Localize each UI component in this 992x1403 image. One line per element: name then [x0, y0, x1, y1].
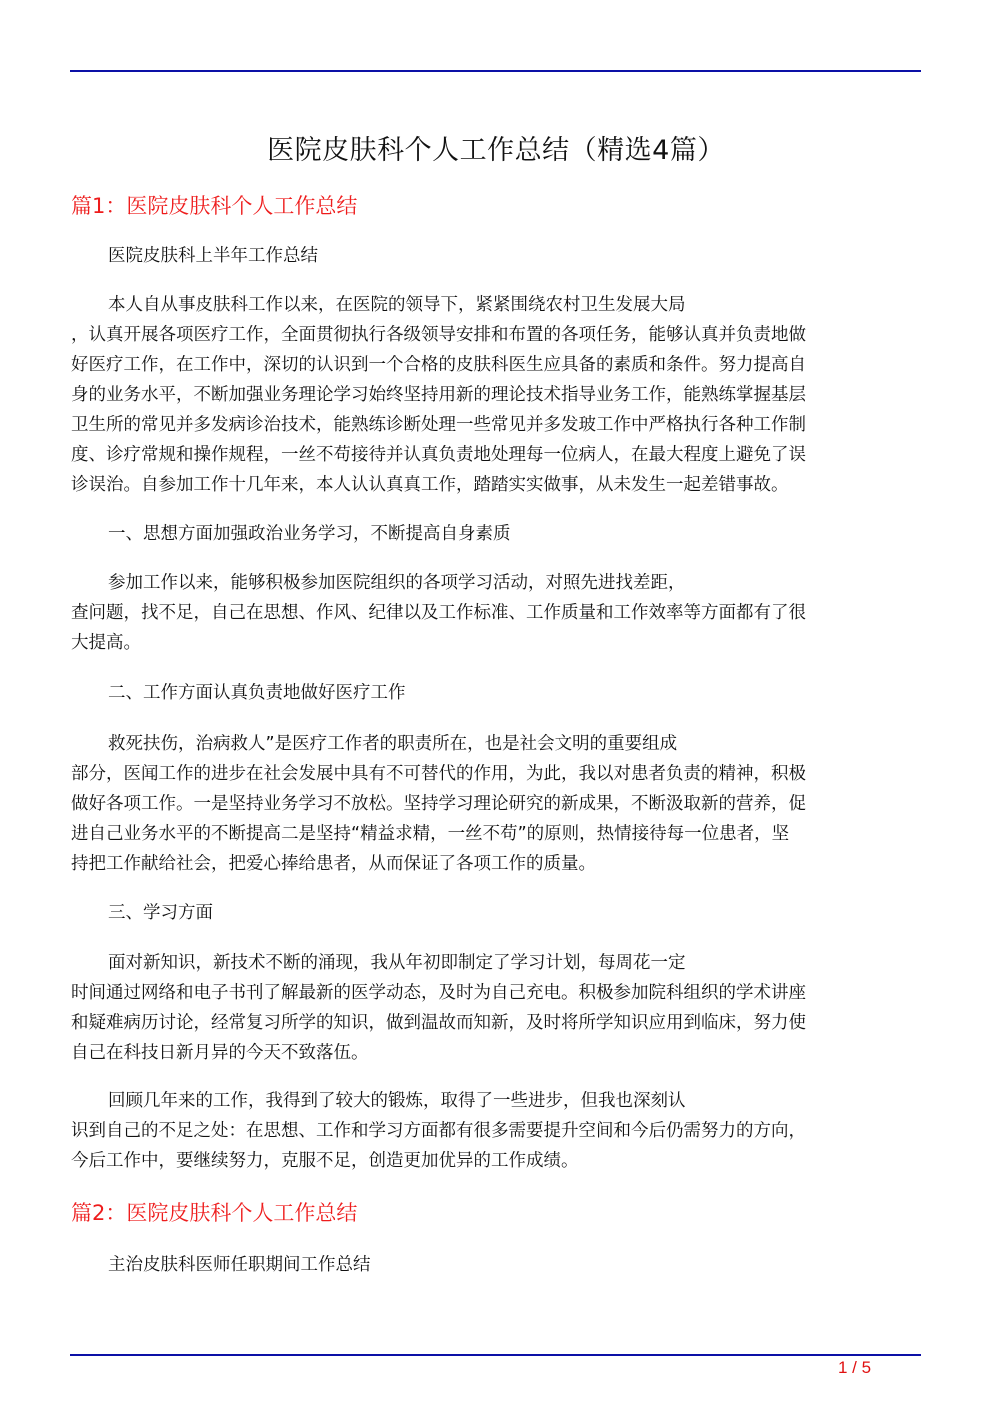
footer-rule — [70, 1354, 921, 1356]
header-rule — [70, 70, 921, 72]
section-heading-2: 篇2：医院皮肤科个人工作总结 — [71, 1201, 358, 1225]
paragraph: 面对新知识，新技术不断的涌现，我从年初即制定了学习计划，每周花一定 时间通过网络和电子书刊了解最新的医学动态，及时为自己充电。积极参加院科组织的学术讲座 和疑难病历讨论，经常复习所学的知识，做到温故而知新，及时将所学知识应用到临床，努力使 自己在科技日新月异的今天不致落伍。 — [71, 953, 806, 1063]
paragraph: 救死扶伤，治病救人”是医疗工作者的职责所在，也是社会文明的重要组成 部分，医闻工作的进步在社会发展中具有不可替代的作用，为此，我以对患者负责的精神，积极 做好各项工作。一是坚持业务学习不放松。坚持学习理论研究的新成果，不断汲取新的营养，促 进自己业务水平的不断提高二是坚持“精益求精，一丝不苟”的原则，热情接待每一位患者，坚 持把工作献给社会，把爱心捧给患者，从而保证了各项工作的质量。 — [71, 734, 806, 874]
paragraph: 本人自从事皮肤科工作以来，在医院的领导下，紧紧围绕农村卫生发展大局 ，认真开展各项医疗工作，全面贯彻执行各级领导安排和布置的各项任务，能够认真并负责地做 好医疗工作，在工作中，深切的认识到一个合格的皮肤科医生应具备的素质和条件。努力提高自 身的业务水平，不断加强业务理论学习始终坚持用新的理论技术指导业务工作，能熟练掌握基层 卫生所的常见并多发病诊治技术，能熟练诊断处理一些常见并多发玻工作中严格执行各种工作制 度、诊疗常规和操作规程，一丝不苟接待并认真负责地处理每一位病人，在最大程度上避免了误 诊误治。自参加工作十几年来，本人认认真真工作，踏踏实实做事，从未发生一起差错事故。 — [71, 295, 806, 495]
section-subtitle-2: 主治皮肤科医师任职期间工作总结 — [108, 1255, 371, 1275]
section-subtitle-1: 医院皮肤科上半年工作总结 — [108, 246, 318, 266]
document-title: 医院皮肤科个人工作总结（精选4篇） — [267, 135, 725, 166]
page-indicator: 1 / 5 — [838, 1358, 872, 1377]
paragraph: 回顾几年来的工作，我得到了较大的锻炼，取得了一些进步，但我也深刻认 识到自己的不足之处：在思想、工作和学习方面都有很多需要提升空间和今后仍需努力的方向， 今后工作中，要继续努力，克服不足，创造更加优异的工作成绩。 — [71, 1091, 806, 1171]
subheading-3: 三、学习方面 — [108, 903, 213, 923]
section-heading-1: 篇1：医院皮肤科个人工作总结 — [71, 194, 358, 218]
subheading-1: 一、思想方面加强政治业务学习，不断提高自身素质 — [108, 524, 511, 544]
paragraph: 参加工作以来，能够积极参加医院组织的各项学习活动，对照先进找差距， 查问题，找不足，自己在思想、作风、纪律以及工作标准、工作质量和工作效率等方面都有了很 大提高。 — [71, 573, 806, 653]
subheading-2: 二、工作方面认真负责地做好医疗工作 — [108, 683, 406, 703]
